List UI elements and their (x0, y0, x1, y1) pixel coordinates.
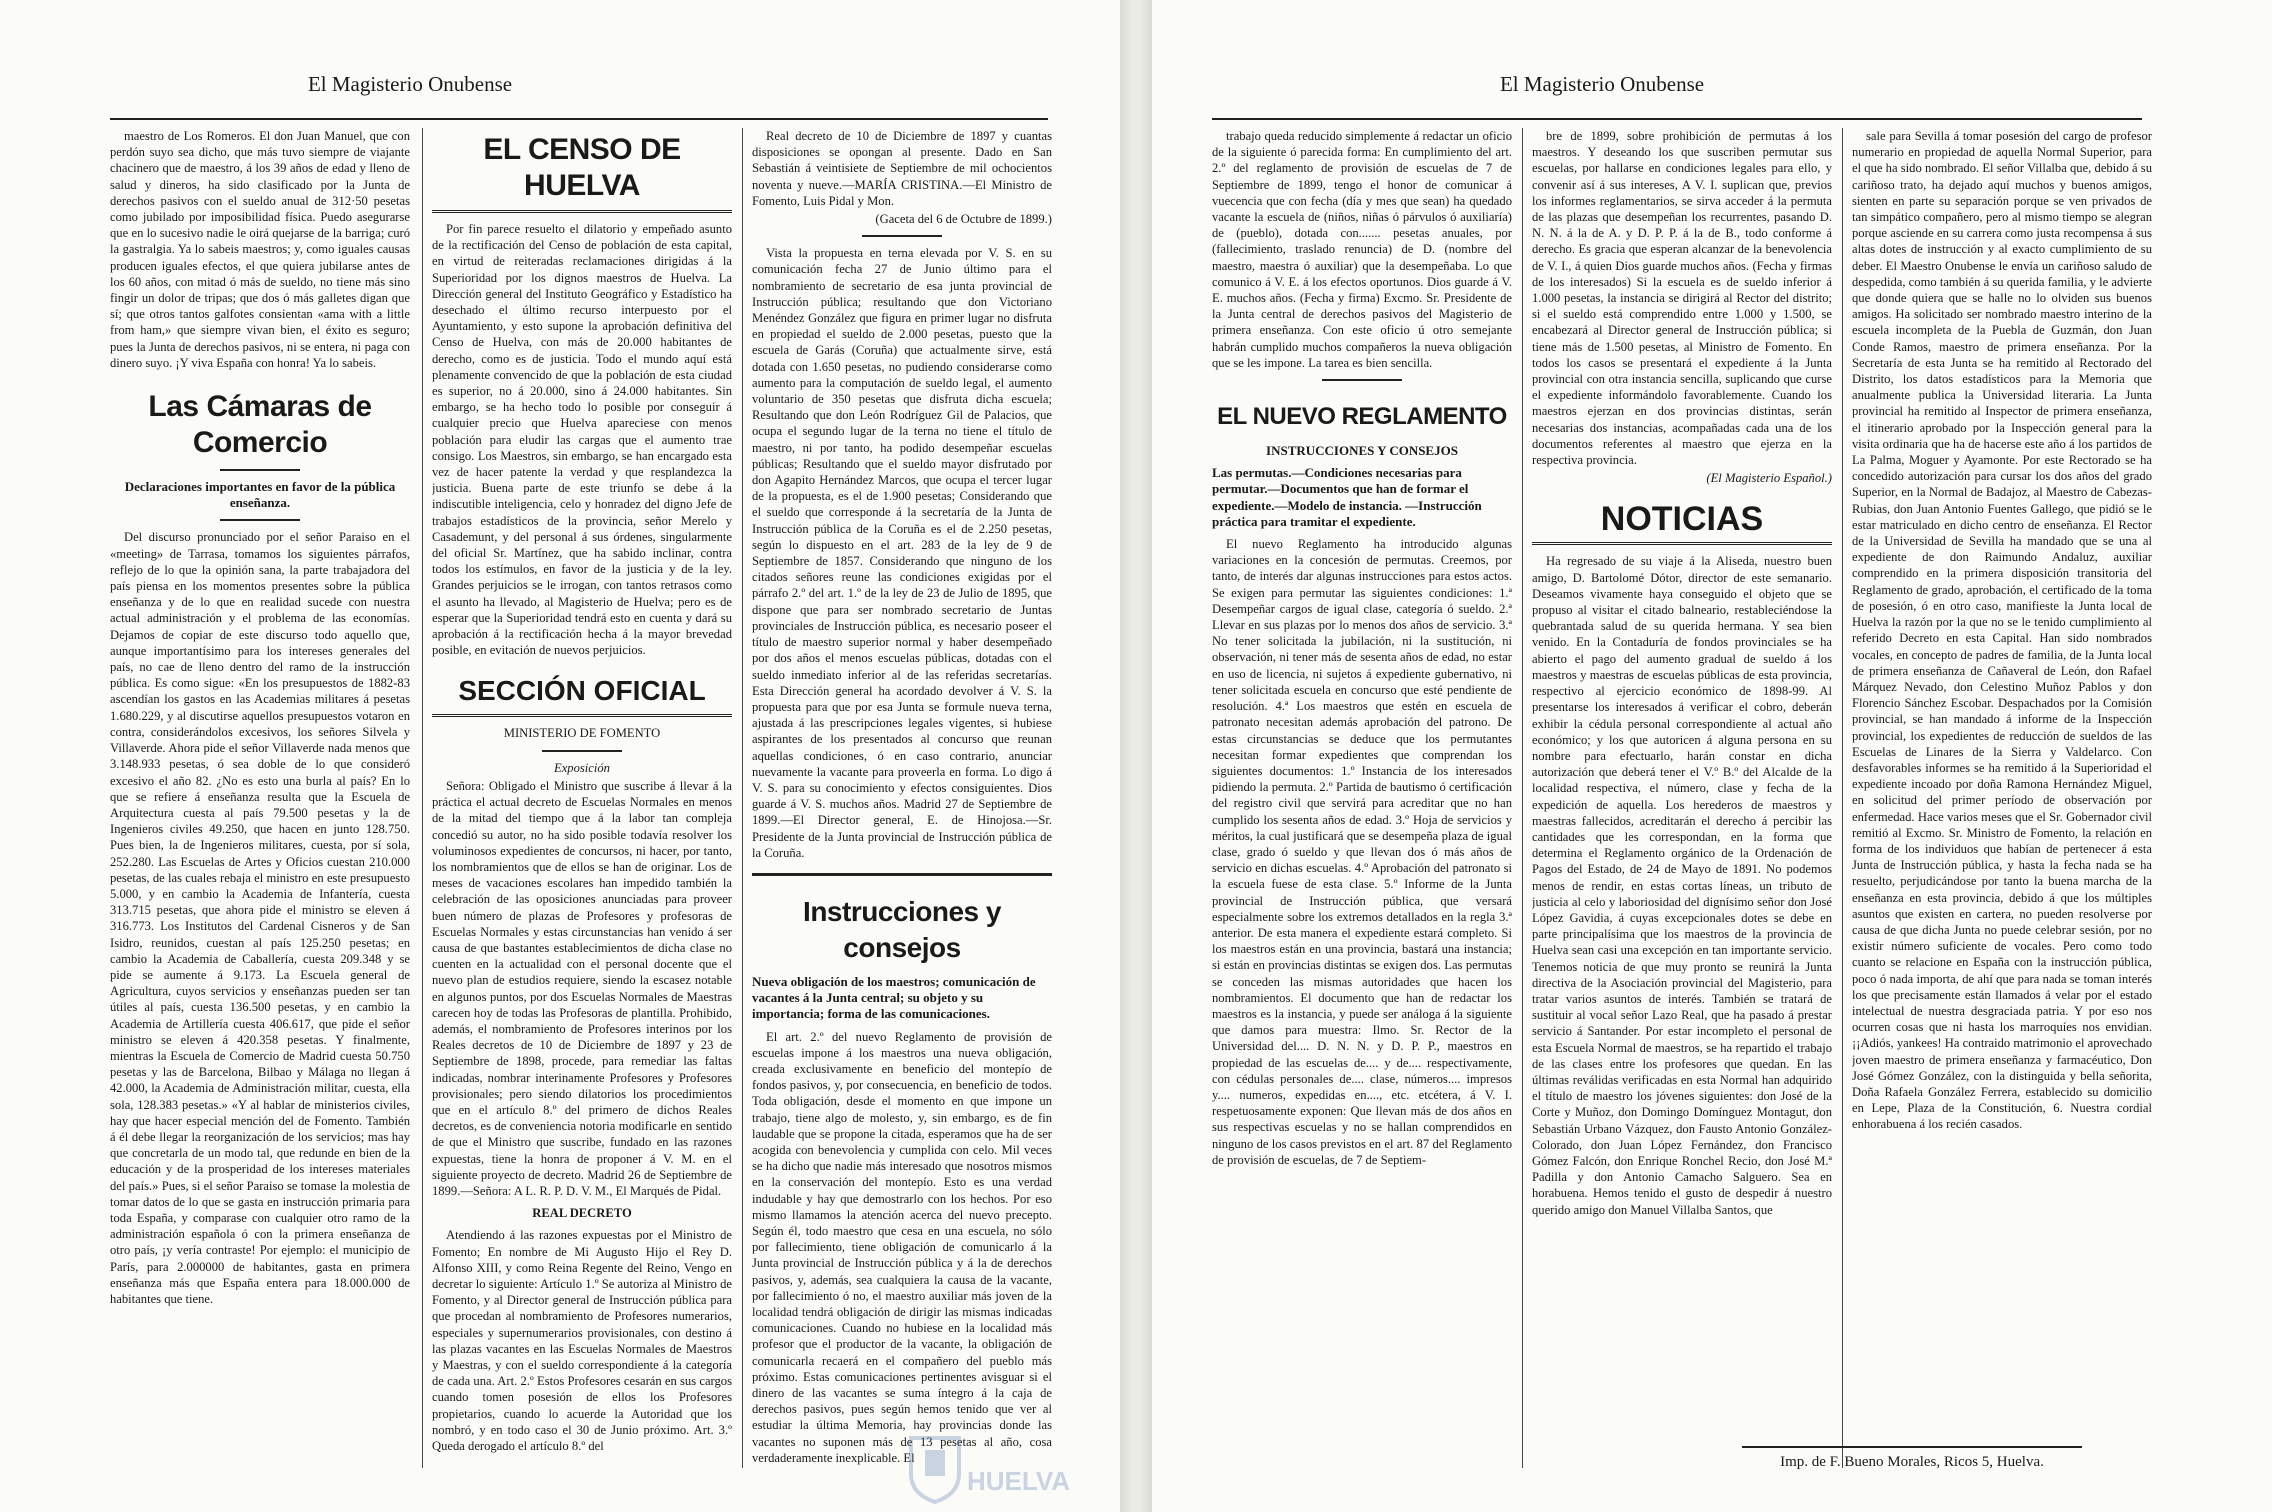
decreto-body: Atendiendo á las razones expuestas por el Ministro de Fomento; En nombre de Mi Augusto Hijo el Rey D. Alfonso XIII, y como Reina Regente del Reino, Vengo en decretar lo siguiente: Artículo 1.º Se autoriza al Ministro de Fomento, y al Director general de Instrucción pública para que procedan al nombramiento de Profesores numerarios, especiales y supernumerarios provisionales, con destino á las plazas vacantes en las Escuelas Normales de Maestros y Maestras, y con el sueldo correspondiente á la categoría de cada una. Art. 2.º Estos Profesores cesarán en sus cargos cuando tomen posesión de ellos los Profesores propietarios, cuando lo acuerde la Autoridad que los nombró, y en todo caso el 30 de Junio próximo. Art. 3.º Queda derogado el artículo 8.º del (432, 1228, 732, 1454)
subheadline-camaras: Declaraciones importantes en favor de la pública enseñanza. (124, 479, 396, 511)
article-body-censo: Por fin parece resuelto el dilatorio y empeñado asunto de la rectificación del Censo de población de esta capital, en virtud de reiteradas reclamaciones dirigidas á la Superioridad por los dignos maestros de Huelva. La Dirección general del Instituto Geográfico y Estadístico ha desechado el último recurso interpuesto por el Ayuntamiento, y esto supone la aprobación definitiva del Censo de Huelva, con más de 20.000 habitantes de derecho, como es de justicia. Todo el mundo aquí está plenamente convencido de que la población de esta ciudad es superior, no á 20.000, sino á 24.000 habitantes. Sin embargo, se ha hecho todo lo posible por conseguir á cualquier precio que Huelva apareciese con menos población para eludir las cargas que el aumento trae consigo. Los Maestros, sin embargo, se han encargado esta vez de hacer patente la verdad y que resplandezca la justicia. Buena parte de este triunfo se debe á la indiscutible inteligencia, celo y honradez del digno Jefe de trabajos estadísticos de la provincia, señor Merelo y Casademunt, y del personal á sus órdenes, singularmente del oficial Sr. Martínez, que ha sabido inclinar, contra todos los estímulos, en favor de la justicia y de la ley. Grandes perjuicios se le irrogan, con tantos retrasos como el asunto ha llevado, al Magisterio de Huelva; pero es de esperar que la Superioridad tendrá esto en cuenta y dará su aprobación á la rectificación hecha á la mayor brevedad posible, en evitación de nuevos perjuicios. (432, 222, 732, 658)
exposition-label: Exposición (554, 760, 610, 775)
right-column-2 (1532, 128, 1832, 1468)
subheadline-reglamento: INSTRUCCIONES Y CONSEJOS (1266, 443, 1458, 459)
article-body-camaras: Del discurso pronunciado por el señor Paraiso en el «meeting» de Tarrasa, tomamos los siguientes párrafos, reflejo de lo que la opinión sana, la parte trabajadora del país piensa en los momentos presentes sobre la pública enseñanza y de lo que en realidad sucede con nuestra actual administración y el problema de las economías. Dejamos de copiar de este discurso todo aquello que, aunque importantísimo para los intereses generales del país, no cae de lleno dentro del ramo de la instrucción pública. Es como sigue: «En los presupuestos de 1882-83 ascendían los gastos en las Academias militares á pesetas 1.680.229, y al discutirse aquellos presupuestos votaron en contra, considerándolos excesivos, los señores Silvela y Villaverde. Ahora pide el señor Villaverde nada menos que 3.148.933 pesetas, ó sea doble de lo que consideró excesivo el año 82. ¿No es esto una burla al país? En lo que se refiere á enseñanza resulta que la Escuela de Arquitectura cuesta al país 79.500 pesetas y la de Ingenieros civiles 49.250, que hacen en junto 128.750. Pues bien, la de Ingenieros militares, cuesta, por sí sola, 252.280. Las Escuelas de Artes y Oficios cuestan 210.000 pesetas, de las cuales rebaja el ministro en este presupuesto 5.000, y en cambio la Academia de Infantería, cuesta 313.715 pesetas, que ahora pide el ministro se eleven á 316.773. Los Institutos del Cardenal Cisneros y de San Isidro, reunidos, cuestan al país 125.250 pesetas; en cambio la Academia de Caballería, cuesta 209.348 y se pide se aumente á 9.173. La Escuela general de Agricultura, cuyos servicios y enseñanzas pueden ser tan útiles al país, cuesta 136.500 pesetas, y en cambio la Academia de Artillería cuesta 406.617, que pide el señor ministro se eleven á 420.358 pesetas. Y finalmente, mientras la Escuela de Comercio de Madrid cuesta 50.750 pesetas y las de Barcelona, Bilbao y Málaga no llegan á 42.000, la Academia de Administración militar, cuesta, ella sola, 128.383 pesetas.» «Y al hablar de ministerios civiles, hay que hacer especial mención del de Fomento. También á él debe llegar la reorganización de los servicios; mas hay que concretarla de un modo tal, que redunde en bien de la educación y de la prosperidad de los intereses materiales del país.» Pues, si el señor Paraiso se tomase la molestia de tomar datos de lo que se gasta en instrucción primaria para toda España, y comparase con cualquier otro ramo de la administración española ó con la primera enseñanza de otro país, ¡y vería contraste! Por ejemplo: el municipio de París, para 2.000000 de habitantes, gasta en primera enseñanza más que España entera para 18.000.000 de habitantes que tiene. (110, 530, 410, 1306)
short-rule (542, 750, 622, 752)
left-column-2 (432, 128, 732, 1468)
running-head-right: El Magisterio Onubense (1499, 72, 1705, 96)
ministry-label: MINISTERIO DE FOMENTO (503, 726, 661, 741)
right-page (1152, 0, 2272, 1512)
noticias-body: Ha regresado de su viaje á la Aliseda, nuestro buen amigo, D. Bartolomé Dótor, director de este semanario. Deseamos vivamente haya conseguido el objeto que se propuso al visitar el citado balneario, restableciéndose la quebrantada salud de su querida hermana. Y sea bien venido. En la Contaduría de fondos provinciales se ha abierto el pago del aumento gradual de sueldo á los maestros y maestras de escuelas públicas de esta provincia, respectivo al ejercicio económico de 1898-99. Al presentarse los interesados á verificar el cobro, deberán exhibir la cédula personal correspondiente al actual año económico; y los que autoricen á alguna persona en su nombre para efectuarlo, harán constar en dicha autorización que deberá tener el V.º B.º del Alcalde de la localidad respectiva, el número, clase y fecha de la expedición de aquella. Los herederos de maestros y maestras fallecidos, acreditarán el derecho á percibir las cantidades que les correspondan, en la forma que determina el Reglamento orgánico de la Ordenación de Pagos del Estado, de 24 de Mayo de 1891. No podemos menos de rendir, en estas cortas líneas, un tributo de justicia al celo y laboriosidad del dignísimo señor don José López Gavidia, á cuyas excepcionales dotes se debe en parte principalísima que los maestros de la provincia de Huelva sean casi una excepción en tan importante servicio. Tenemos noticia de que muy pronto se reunirá la Junta directiva de la Asociación provincial del Magisterio, para tratar varios asuntos de interés. También se tratará de sustituir al vocal señor Lazo Real, que ha pasado á prestar servicio á Santander. Por estar incompleto el personal de esta Escuela Normal de maestros, se ha repartido el trabajo de las clases entre los profesores que quedan. En las últimas reválidas verificadas en esta Normal han adquirido el título de maestro los jóvenes siguientes: don José de la Corte y Muñoz, don Domingo Domínguez Montagut, don Sebastián Urbano Vázquez, don Fausto Antonio González-Colorado, don Juan López Fernández, don Francisco Gómez Falcón, don Enrique Ronchel Recio, don José M.ª Padilla y don Antonio Camacho Salguero. Sea en horabuena. Hemos tenido el gusto de despedir á nuestro querido amigo don Manuel Villalba Santos, que (1532, 554, 1832, 1217)
shield-icon (905, 1430, 965, 1504)
article-lead-text: maestro de Los Romeros. El don Juan Manuel, que con perdón suyo sea dicho, que más tuvo siempre de viajante chacinero que de maestro, á los 39 años de edad y lleno de salud y dineros, ha sido clasificado por la Junta de derechos pasivos con el sueldo anual de 312·50 pesetas como jubilado por imposibilidad física. Puedo asegurarse que en lo sucesivo nadie le oirá quejarse de la barriga; curó la gastralgia. Ya lo sabeis maestros; y, como iguales causas producen iguales efectos, el que quiera jubilarse antes de los 60 años, con mitad ó más de sueldo, no tiene más sino fingir un dolor de tripas; que dos ó más galletes digan que sí; que otros tantos galfotes consientan «ama with a little from ham,» que siempre vivan bien, el éxito es seguro; pues la Junta de derechos pasivos, ni se entera, ni paga con dinero suyo. ¡Y viva España con honra! Ya lo sabeis. (110, 129, 410, 370)
column-rule (742, 128, 743, 1468)
section-rule (752, 873, 1052, 876)
right-column-3 (1852, 128, 2152, 1428)
right-column-1 (1212, 128, 1512, 1468)
decreto-continuation: Real decreto de 10 de Diciembre de 1897 y cuantas disposiciones se opongan al presente. Dado en San Sebastián á veintisiete de Septiembre de mil ochocientos noventa y nueve.—MARÍA CRISTINA.—El Ministro de Fomento, Luis Pidal y Mon. (752, 129, 1052, 208)
headline-censo: EL CENSO DE HUELVA (432, 132, 732, 213)
article-body-reglamento: El nuevo Reglamento ha introducido algunas variaciones en la concesión de permutas. Creemos, por tanto, de interés dar algunas instrucciones para estos actos. Se exigen para permutar las siguientes condiciones: 1.ª Desempeñar cargos de igual clase, categoría ó sueldo. 2.ª Llevar en sus plazas por lo menos dos años de servicio. 3.ª No tener solicitada la jubilación, ni la sustitución, ni observación, ni tener más de sesenta años de edad, no estar en uso de licencia, ni sujetos á expediente gubernativo, ni tener solicitada escuela en concurso que esté pendiente de resolución. 4.ª Los maestros que estén en escuela de patronato necesitan además aprobación del patrono. De estas circunstancias se deduce que los permutantes necesitan formar expedientes que comprendan los siguientes documentos: 1.º Instancia de los interesados pidiendo la permuta. 2.º Partida de bautismo ó certificación del registro civil que servirá para acreditar que no han cumplido los sesenta años de edad. 3.º Hoja de servicios y méritos, la cual justificará que se desempeña plaza de igual clase, grado ó sueldo y que llevan dos ó más años de servicio en dichas escuelas. 4.º Aprobación del patronato si la escuela fuese de esta clase. 5.º Informe de la Junta provincial de Instrucción pública, que versará especialmente sobre los extremos detallados en la regla 3.ª anterior. De esta manera el expediente estará completo. Si los maestros están en una provincia, bastará una instancia; si están en provincias distintas se exigen dos. Las permutas se conceden las mismas autoridades que hacen los nombramientos. El documento que han de redactar los maestros es la instancia, y puede ser análoga á la siguiente que damos para muestra: Ilmo. Sr. Rector de la Universidad del.... D. N. N. y D. P. P., maestros en propiedad de las escuelas de.... y de.... respectivamente, con cédulas personales de.... clase, números.... impresos y.... numeros, expedidas en...., etc. etcétera, á V. I. respetuosamente exponen: Que llevan más de dos años en sus respectivas escuelas y no se hallan comprendidos en ninguno de los casos previstos en el art. 87 del Reglamento de provisión de escuelas, de 7 de Septiem- (1212, 537, 1512, 1167)
permuta-instance-text: bre de 1899, sobre prohibición de permutas á los maestros. Y deseando los que suscriben permutar sus escuelas, por hallarse en condiciones legales para ello, y convenir así á sus intereses, A V. I. suplican que, previos los informes reglamentarios, se sirva acceder á la permuta de las plazas que desempeñan los recurrentes, pasando D. N. N. á la de A. y D. P. P. á la de B., todo conforme á derecho. Es gracia que esperan alcanzar de la benevolencia de V. I., á quien Dios guarde muchos años. (Fecha y firmas de los interesados) Si la escuela es de sueldo inferior á 1.000 pesetas, la instancia se dirigirá al Rector del distrito; si el sueldo está comprendido entre 1.000 y 1.500, se encabezará al Director general de Instrucción pública; si tiene más de 1.500 pesetas, al Ministro de Fomento. En todos los casos se presentará el expediente á la Junta provincial con otra instancia sencilla, suplicando que curse el expediente informándolo favorablemente. Cuando los maestros ejerzan en dos provincias distintas, serán necesarias dos instancias, acompañadas cada una de los documentos referentes al maestro que ejerza en la respectiva provincia. (1532, 129, 1832, 468)
article-body-instrucciones: El art. 2.º del nuevo Reglamento de provisión de escuelas impone á los maestros una nueva obligación, creada exclusivamente en beneficio del montepío de fondos pasivos, y, por consecuencia, en beneficio de todos. Toda obligación, desde el momento en que impone un trabajo, tiene algo de molesto, y, sin embargo, es de fin laudable que se propone la citada, esperamos que ha de ser acogida con benevolencia y cumplida con celo. Mil veces se ha dicho que nadie más interesado que nosotros mismos en la conservación del montepío. Esto es una verdad indudable y hay que demostrarlo con los hechos. Por eso mismo llamamos la atención acerca del nuevo precepto. Según él, todo maestro que cesa en una escuela, no sólo por fallecimiento, tiene obligación de comunicarlo á la Junta provincial de Instrucción pública y á la de derechos pasivos, y, además, sea cualquiera la causa de la vacante, por fallecimiento ó no, el maestro auxiliar más joven de la localidad tendrá obligación de dirigir las mismas indicadas comunicaciones. Cuando no hubiese en la localidad más profesor que el productor de la vacante, la obligación de comunicarla recaerá en el compañero del pueblo más próximo. Estas comunicaciones pertinentes avisguar si el dinero de las vacantes se suma íntegro á la caja de derechos pasivos, pues según hemos tenido que ver al estudiar la última Memoria, hay provincias donde las vacantes no suponen más de 13 pesetas al año, cosa verdaderamente inexplicable. El (752, 1029, 1052, 1465)
short-rule (220, 469, 300, 471)
source-attribution: (El Magisterio Español.) (1706, 471, 1832, 486)
oficio-model-text: trabajo queda reducido simplemente á redactar un oficio de la siguiente ó parecida forma: En cumplimiento del art. 2.º del reglamento de provisión de escuelas de 7 de Septiembre de 1899, tengo el honor de comunicar á vuecencia que con fecha (día y mes que sean) ha quedado vacante la escuela de (niños, niñas ó párvulos ó auxiliaría) de (pueblo), dotada con....... pesetas anuales, por (fallecimiento, traslado renuncia) de D. (nombre del maestro, maestra ó auxiliar) que la desempeñaba. Lo que comunico á V. E. á los efectos oportunos. Dios guarde á V. E. muchos años. (Fecha y firma) Excmo. Sr. Presidente de la Junta central de derechos pasivos del Magisterio de primera enseñanza. Con este oficio ú otro semejante habrán cumplido muchos compañeros la nueva obligación que se les impone. La tarea es bien sencilla. (1212, 129, 1512, 370)
logo-text: HUELVA (967, 1466, 1071, 1496)
header-rule-left (110, 118, 1048, 120)
exposition-body: Señora: Obligado el Ministro que suscribe á llevar á la práctica el actual decreto de Escuelas Normales en menos de la mitad del tiempo que á la labor tan compleja concedió su autor, no ha sido posible todavía resolver los voluminosos expedientes de concursos, ni hacer, por tanto, los nombramientos que de ellos se han de originar. Los de meses de vacaciones escolares han impedido también la celebración de las oposiciones anunciadas para proveer buen número de plazas de Profesores y profesoras de Escuelas Normales y estas circunstancias han venido á ser causa de que bastantes establecimientos de dicha clase no cuenten en la actualidad con el personal docente que el nuevo plan de estudios requiere, siendo la escasez notable en algunos puntos, por dos Escuelas Normales de Maestras carecen hoy de todas las Profesoras de plantilla. Prohibido, además, el nombramiento de Profesores interinos por los Reales decretos de 10 de Diciembre de 1897 y 23 de Septiembre de 1898, procede, para remediar las faltas indicadas, nombrar interinamente Profesores y Profesores provisionales; pero siendo dilatorios los procedimientos que en el artículo 8.º del primero de dichos Reales decretos, es de conveniencia notoria modificarle en sentido de que el Ministro que suscribe, fundado en las razones expuestas, tiene la honra de proponer á V. M. en el siguiente proyecto de decreto. Madrid 26 de Septiembre de 1899.—Señora: A L. R. P. D. V. M., El Marqués de Pidal. (432, 778, 732, 1198)
huelva-watermark-logo (905, 1430, 1095, 1504)
section-oficial: SECCIÓN OFICIAL (432, 674, 732, 717)
headline-noticias: NOTICIAS (1532, 502, 1832, 545)
column-rule (1522, 128, 1523, 1468)
lead-reglamento: Las permutas.—Condiciones necesarias para permutar.—Documentos que han de formar el expediente.—Modelo de instancia. —Instrucción práctica para tramitar el expediente. (1212, 465, 1482, 529)
subheadline-instrucciones: Nueva obligación de los maestros; comunicación de vacantes á la Junta central; su objeto y su importancia; forma de las comunicaciones. (752, 973, 1036, 1022)
short-rule (1322, 379, 1402, 381)
resolution-body: Vista la propuesta en terna elevada por V. S. en su comunicación fecha 27 de Junio último para el nombramiento de secretario de esa junta provincial de Instrucción pública; resultando que don Victoriano Menéndez González que figura en primer lugar no disfruta en propiedad el sueldo de 2.000 pesetas, puesto que la escuela de Garás (Coruña) que actualmente sirve, está dotada con 1.650 pesetas, no pudiendo considerarse como aumento para la computación de sueldo legal, el aumento voluntario de 350 pesetas que disfruta dicha escuela; Resultando que don León Rodríguez Gil de Palacios, que ocupa el segundo lugar de la terna no tiene el título de maestro, ni por tanto, ha podido desempeñar escuelas públicas; Resultando que el sueldo mayor disfrutado por don Agapito Hernández Marcos, que ocupa el tercer lugar de la propuesta, es el de 1.900 pesetas; Considerando que el sueldo que corresponde á la secretaría de la Junta de Instrucción pública de la Coruña es el de 2.250 pesetas, según lo dispuesto en el art. 283 de la ley de 9 de Septiembre de 1857. Considerando que ninguno de los citados señores reune las condiciones exigidas por el párrafo 2.º del art. 1.º de la ley de 23 de Julio de 1895, que dispone que para ser nombrado secretario de Juntas provinciales de Instrucción pública, es necesario poseer el título de maestro superior normal y haber desempeñado por dos años el menos escuelas públicas, dotadas con el sueldo inmediato inferior al de las referidas secretarías. Esta Dirección general ha acordado devolver á V. S. la propuesta para que por esa Junta se formule nueva terna, ajustada á las prescripciones legales vigentes, si hubiese aspirantes de los presentados al concurso que reunan aquellas condiciones, ó en caso contrario, anunciar nuevamente la vacante para proveerla en forma. Lo digo á V. S. para su conocimiento y efectos consiguientes. Dios guarde á V. S. muchos años. Madrid 27 de Septiembre de 1899.—El Director general, E. de Hinojosa.—Sr. Presidente de la Junta provincial de Instrucción pública de la Coruña. (752, 246, 1052, 860)
left-page (0, 0, 1120, 1512)
left-column-3 (752, 128, 1052, 1468)
running-head-left: El Magisterio Onubense (307, 72, 513, 96)
noticias-continuation: sale para Sevilla á tomar posesión del cargo de profesor numerario en propiedad de aquella Normal Superior, para el que ha sido nombrado. El señor Villalba que, debido á su cariñoso trato, ha dejado aquí muchos y buenos amigos, sienten en parte su separación porque se ven privados de tan simpático compañero, pero al mismo tiempo se alegran porque asciende en su carrera como justa recompensa á sus altas dotes de instrucción y al exacto cumplimiento de su deber. El Maestro Onubense le envía un cariñoso saludo de despedida, como también á su querida familia, y le advierte que donde quiera que se halle no lo olviden sus buenos amigos. Ha solicitado ser nombrado maestro interino de la escuela incompleta de la Puebla de Guzmán, don Juan Conde Ramos, maestro de primera enseñanza. Por la Secretaría de esta Junta se ha remitido al Rectorado del Distrito, los datos estadísticos para la Memoria que anualmente publica la Universidad literaria. La Junta provincial ha remitido al Inspector de primera enseñanza, el itinerario aprobado por la Inspección general para la visita ordinaria que ha de hacerse este año á los partidos de La Palma, Moguer y Ayamonte. Por este Rectorado se ha concedido autorización para cursar los dos años del grado Superior, en la Normal de Badajoz, al Maestro de Cabezas-Rubias, don Juan Antonio Fuentes Gallego, que pidió se le estar matriculado en dicho centro de enseñanza. El Rector de la Universidad de Sevilla ha mandado que se una al expediente de don Raimundo Andaluz, auxiliar comprendido en la primera disposición transitoria del Reglamento de grado, aprobación, el certificado de la toma de posesión, ó en otro caso, manifieste la Junta local de Huelva la razón por la que no se le tenido cumplimiento al referido Decreto en esta Capital. Han sido nombrados vocales, en concepto de padres de familia, de la Junta local de primera enseñanza de Cañaveral de León, don Rafael Márquez Nevado, don Celestino Muñoz Pablos y don Florencio Sánchez Escobar. Despachados por la Comisión provincial, se han mandado á informe de la Inspección provincial, los expedientes de reducción de sueldos de las Escuelas de Linares de la Sierra y Valdelarco. Con desfavorables informes se ha remitido á la Superioridad el expediente incoado por doña Ramona Hernández Miguel, en solicitud del primer período de observación por enfermedad. Hace varios meses que el Sr. Gobernador civil remitió al Excmo. Sr. Ministro de Fomento, la relación en forma de los individuos que habían de pertenecer á esta Junta de Instrucción pública, y hasta la fecha nada se ha resuelto, perjudicándose por tanto la buena marcha de la enseñanza en esta provincia, debido á que los múltiples asuntos que existen en cartera, no pueden resolverse por causa de que dicha Junta no puede celebrar sesión, por no existir número suficiente de vocales. Pero como todo cuanto se relacione en España con la instrucción pública, poco ó nada importa, de ahí que para nada se toman interés los que precisamente están llamados á velar por el estado intelectual de nuestra desgraciada patria. Y por eso nos ocurren cosas que ni hasta los marroquíes nos envidian. ¡¡Adiós, yankees! Ha contraido matrimonio el aprovechado joven maestro de primera enseñanza y farmacéutico, Don José Gómez González, con la distinguida y bella señorita, Doña Rafaela González Ferrera, establecido su domicilio en Lepe, Plaza de la Constitución, 6. Nuestra cordial enhorabuena á los recién casados. (1852, 129, 2152, 1132)
headline-camaras: Las Cámaras de Comercio (148, 390, 372, 460)
short-rule (220, 519, 300, 521)
column-rule (422, 128, 423, 1468)
page-gutter (1120, 0, 1152, 1512)
gaceta-reference: (Gaceta del 6 de Octubre de 1899.) (875, 212, 1052, 227)
printer-imprint: Imp. de F. Bueno Morales, Ricos 5, Huelva. (1742, 1446, 2082, 1471)
headline-reglamento: EL NUEVO REGLAMENTO (1217, 403, 1507, 431)
short-rule (862, 235, 942, 237)
header-rule-right (1212, 118, 2142, 120)
column-rule (1842, 128, 1843, 1468)
real-decreto-label: REAL DECRETO (532, 1206, 632, 1221)
headline-instrucciones: Instrucciones y consejos (803, 895, 1001, 963)
left-column-1 (110, 128, 410, 1468)
